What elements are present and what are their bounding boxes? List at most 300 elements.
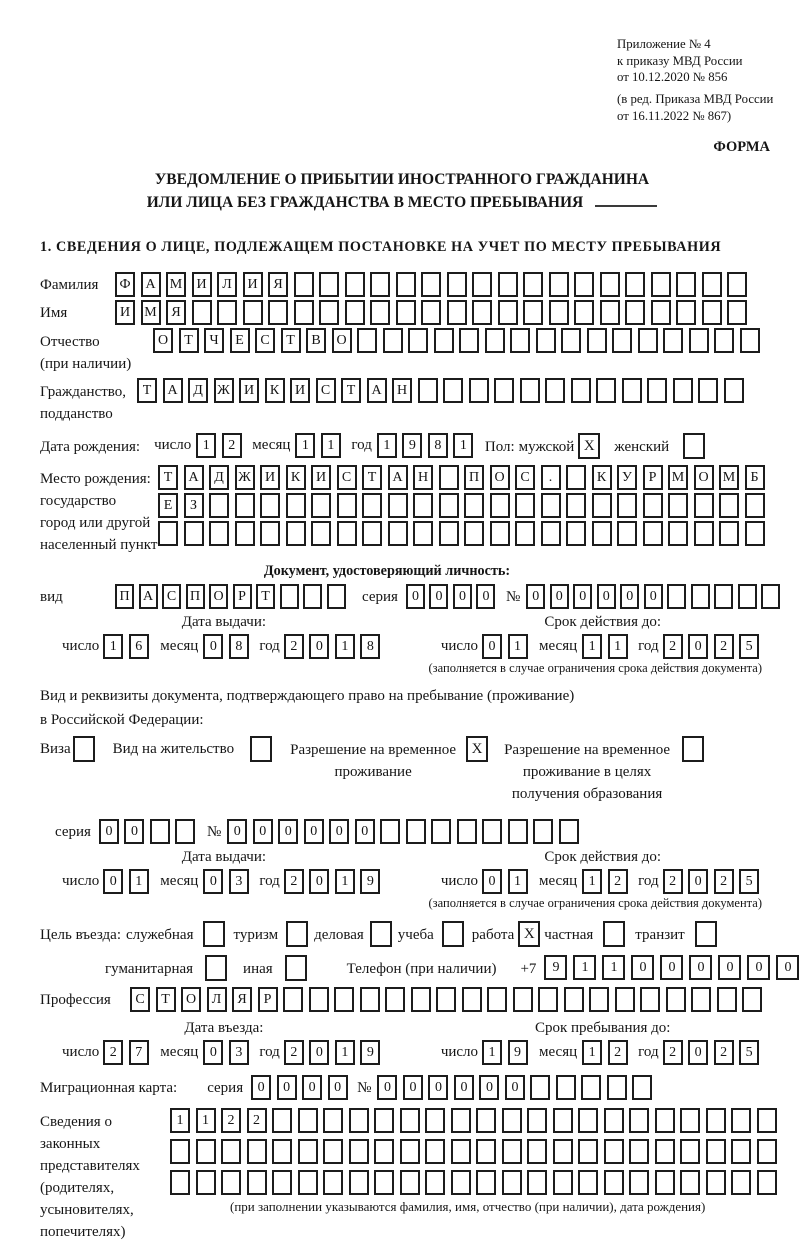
char-box[interactable]: [451, 1170, 471, 1195]
char-box[interactable]: 2: [284, 869, 304, 894]
char-box[interactable]: [719, 521, 739, 546]
char-box[interactable]: 0: [103, 869, 123, 894]
char-box[interactable]: [592, 521, 612, 546]
char-box[interactable]: [425, 1170, 445, 1195]
purpose-work-checkbox[interactable]: X: [518, 921, 540, 947]
char-box[interactable]: [604, 1170, 624, 1195]
char-box[interactable]: [527, 1108, 547, 1133]
char-box[interactable]: 1: [582, 1040, 602, 1065]
char-box[interactable]: [745, 493, 765, 518]
char-box[interactable]: [742, 987, 762, 1012]
char-box[interactable]: 1: [377, 433, 397, 458]
char-box[interactable]: [676, 300, 696, 325]
char-box[interactable]: [439, 521, 459, 546]
char-box[interactable]: [694, 521, 714, 546]
char-box[interactable]: М: [719, 465, 739, 490]
char-box[interactable]: [413, 521, 433, 546]
char-box[interactable]: Р: [643, 465, 663, 490]
char-box[interactable]: 1: [103, 634, 123, 659]
char-box[interactable]: 0: [203, 634, 223, 659]
char-box[interactable]: 2: [284, 1040, 304, 1065]
char-box[interactable]: Я: [166, 300, 186, 325]
char-box[interactable]: [520, 378, 540, 403]
char-box[interactable]: [434, 328, 454, 353]
char-box[interactable]: [184, 521, 204, 546]
char-box[interactable]: [196, 1170, 216, 1195]
char-box[interactable]: И: [290, 378, 310, 403]
residence-permit-checkbox[interactable]: [250, 736, 272, 762]
char-box[interactable]: [607, 1075, 627, 1100]
char-box[interactable]: П: [464, 465, 484, 490]
char-box[interactable]: [400, 1108, 420, 1133]
char-box[interactable]: [533, 819, 553, 844]
char-box[interactable]: О: [694, 465, 714, 490]
char-box[interactable]: [487, 987, 507, 1012]
char-box[interactable]: 0: [429, 584, 448, 609]
char-box[interactable]: [260, 521, 280, 546]
char-box[interactable]: 1: [335, 1040, 355, 1065]
char-box[interactable]: [476, 1108, 496, 1133]
char-box[interactable]: А: [388, 465, 408, 490]
char-box[interactable]: 3: [229, 1040, 249, 1065]
char-box[interactable]: [425, 1108, 445, 1133]
char-box[interactable]: [538, 987, 558, 1012]
char-box[interactable]: [396, 272, 416, 297]
char-box[interactable]: Т: [281, 328, 301, 353]
char-box[interactable]: [192, 300, 212, 325]
char-box[interactable]: 5: [739, 1040, 759, 1065]
char-box[interactable]: 9: [544, 955, 567, 980]
char-box[interactable]: [272, 1139, 292, 1164]
char-box[interactable]: 2: [714, 634, 734, 659]
char-box[interactable]: И: [243, 272, 263, 297]
char-box[interactable]: [158, 521, 178, 546]
char-box[interactable]: [689, 328, 709, 353]
char-box[interactable]: [604, 1139, 624, 1164]
char-box[interactable]: И: [260, 465, 280, 490]
char-box[interactable]: [706, 1139, 726, 1164]
char-box[interactable]: [629, 1108, 649, 1133]
char-box[interactable]: [694, 493, 714, 518]
char-box[interactable]: [523, 272, 543, 297]
char-box[interactable]: [337, 521, 357, 546]
char-box[interactable]: С: [337, 465, 357, 490]
char-box[interactable]: [571, 378, 591, 403]
char-box[interactable]: 2: [663, 634, 683, 659]
char-box[interactable]: [418, 378, 438, 403]
char-box[interactable]: 8: [428, 433, 448, 458]
char-box[interactable]: Ж: [235, 465, 255, 490]
char-box[interactable]: [717, 987, 737, 1012]
char-box[interactable]: [680, 1108, 700, 1133]
temp-residence-checkbox[interactable]: X: [466, 736, 488, 762]
char-box[interactable]: [622, 378, 642, 403]
char-box[interactable]: 1: [508, 869, 528, 894]
char-box[interactable]: [702, 272, 722, 297]
char-box[interactable]: [655, 1139, 675, 1164]
char-box[interactable]: [757, 1139, 777, 1164]
char-box[interactable]: [527, 1170, 547, 1195]
char-box[interactable]: [691, 584, 710, 609]
char-box[interactable]: [566, 493, 586, 518]
char-box[interactable]: А: [184, 465, 204, 490]
char-box[interactable]: [638, 328, 658, 353]
char-box[interactable]: [643, 493, 663, 518]
char-box[interactable]: 1: [335, 869, 355, 894]
char-box[interactable]: 0: [253, 819, 273, 844]
char-box[interactable]: Т: [362, 465, 382, 490]
char-box[interactable]: [668, 493, 688, 518]
char-box[interactable]: 0: [203, 1040, 223, 1065]
char-box[interactable]: [247, 1170, 267, 1195]
char-box[interactable]: [286, 521, 306, 546]
char-box[interactable]: [724, 378, 744, 403]
char-box[interactable]: 1: [335, 634, 355, 659]
char-box[interactable]: [170, 1170, 190, 1195]
char-box[interactable]: О: [332, 328, 352, 353]
char-box[interactable]: [625, 272, 645, 297]
char-box[interactable]: Я: [232, 987, 252, 1012]
char-box[interactable]: 0: [550, 584, 569, 609]
char-box[interactable]: 0: [329, 819, 349, 844]
char-box[interactable]: [574, 272, 594, 297]
char-box[interactable]: О: [181, 987, 201, 1012]
char-box[interactable]: [221, 1170, 241, 1195]
char-box[interactable]: 1: [602, 955, 625, 980]
char-box[interactable]: [209, 493, 229, 518]
char-box[interactable]: [578, 1170, 598, 1195]
char-box[interactable]: [431, 819, 451, 844]
char-box[interactable]: С: [255, 328, 275, 353]
char-box[interactable]: 1: [295, 433, 315, 458]
char-box[interactable]: 0: [227, 819, 247, 844]
male-checkbox[interactable]: X: [578, 433, 600, 459]
char-box[interactable]: М: [141, 300, 161, 325]
char-box[interactable]: Д: [209, 465, 229, 490]
char-box[interactable]: [370, 300, 390, 325]
char-box[interactable]: К: [265, 378, 285, 403]
char-box[interactable]: 0: [403, 1075, 423, 1100]
char-box[interactable]: [651, 272, 671, 297]
char-box[interactable]: [592, 493, 612, 518]
char-box[interactable]: [260, 493, 280, 518]
char-box[interactable]: О: [153, 328, 173, 353]
char-box[interactable]: [559, 819, 579, 844]
char-box[interactable]: К: [286, 465, 306, 490]
purpose-business-checkbox[interactable]: [370, 921, 392, 947]
char-box[interactable]: [298, 1170, 318, 1195]
char-box[interactable]: [515, 521, 535, 546]
char-box[interactable]: [464, 493, 484, 518]
purpose-humanitarian-checkbox[interactable]: [205, 955, 227, 981]
char-box[interactable]: Р: [233, 584, 252, 609]
char-box[interactable]: Н: [392, 378, 412, 403]
char-box[interactable]: 1: [453, 433, 473, 458]
char-box[interactable]: 1: [508, 634, 528, 659]
char-box[interactable]: В: [306, 328, 326, 353]
char-box[interactable]: 0: [328, 1075, 348, 1100]
char-box[interactable]: И: [239, 378, 259, 403]
char-box[interactable]: [280, 584, 299, 609]
char-box[interactable]: 1: [482, 1040, 502, 1065]
char-box[interactable]: 7: [129, 1040, 149, 1065]
char-box[interactable]: Л: [217, 272, 237, 297]
char-box[interactable]: [323, 1170, 343, 1195]
char-box[interactable]: М: [668, 465, 688, 490]
char-box[interactable]: [221, 1139, 241, 1164]
char-box[interactable]: И: [192, 272, 212, 297]
char-box[interactable]: [476, 1170, 496, 1195]
char-box[interactable]: 2: [247, 1108, 267, 1133]
char-box[interactable]: [400, 1139, 420, 1164]
char-box[interactable]: 0: [309, 869, 329, 894]
char-box[interactable]: [451, 1139, 471, 1164]
char-box[interactable]: [589, 987, 609, 1012]
char-box[interactable]: [502, 1170, 522, 1195]
char-box[interactable]: [714, 584, 733, 609]
char-box[interactable]: Я: [268, 272, 288, 297]
char-box[interactable]: [761, 584, 780, 609]
char-box[interactable]: [731, 1139, 751, 1164]
char-box[interactable]: [374, 1170, 394, 1195]
char-box[interactable]: Н: [413, 465, 433, 490]
char-box[interactable]: [680, 1139, 700, 1164]
char-box[interactable]: [462, 987, 482, 1012]
purpose-other-checkbox[interactable]: [285, 955, 307, 981]
char-box[interactable]: .: [541, 465, 561, 490]
char-box[interactable]: 0: [278, 819, 298, 844]
char-box[interactable]: [327, 584, 346, 609]
char-box[interactable]: 9: [360, 1040, 380, 1065]
char-box[interactable]: [680, 1170, 700, 1195]
char-box[interactable]: [247, 1139, 267, 1164]
char-box[interactable]: О: [209, 584, 228, 609]
char-box[interactable]: [334, 987, 354, 1012]
char-box[interactable]: [508, 819, 528, 844]
char-box[interactable]: [472, 272, 492, 297]
char-box[interactable]: С: [162, 584, 181, 609]
female-checkbox[interactable]: [683, 433, 705, 459]
char-box[interactable]: [439, 493, 459, 518]
char-box[interactable]: 0: [688, 634, 708, 659]
char-box[interactable]: [243, 300, 263, 325]
char-box[interactable]: [738, 584, 757, 609]
char-box[interactable]: [629, 1139, 649, 1164]
char-box[interactable]: [309, 987, 329, 1012]
char-box[interactable]: 2: [103, 1040, 123, 1065]
char-box[interactable]: Л: [207, 987, 227, 1012]
char-box[interactable]: [600, 300, 620, 325]
char-box[interactable]: [447, 272, 467, 297]
char-box[interactable]: 0: [479, 1075, 499, 1100]
char-box[interactable]: [360, 987, 380, 1012]
char-box[interactable]: [323, 1139, 343, 1164]
char-box[interactable]: [643, 521, 663, 546]
char-box[interactable]: [217, 300, 237, 325]
char-box[interactable]: [564, 987, 584, 1012]
char-box[interactable]: 1: [196, 1108, 216, 1133]
char-box[interactable]: 0: [304, 819, 324, 844]
char-box[interactable]: [425, 1139, 445, 1164]
char-box[interactable]: [727, 272, 747, 297]
char-box[interactable]: [510, 328, 530, 353]
char-box[interactable]: 0: [747, 955, 770, 980]
char-box[interactable]: [640, 987, 660, 1012]
char-box[interactable]: 1: [582, 869, 602, 894]
char-box[interactable]: [436, 987, 456, 1012]
char-box[interactable]: 0: [99, 819, 119, 844]
char-box[interactable]: [578, 1139, 598, 1164]
char-box[interactable]: 1: [196, 433, 216, 458]
char-box[interactable]: [272, 1108, 292, 1133]
visa-checkbox[interactable]: [73, 736, 95, 762]
char-box[interactable]: [272, 1170, 292, 1195]
char-box[interactable]: 8: [229, 634, 249, 659]
char-box[interactable]: [464, 521, 484, 546]
char-box[interactable]: [587, 328, 607, 353]
char-box[interactable]: [370, 272, 390, 297]
char-box[interactable]: [553, 1108, 573, 1133]
char-box[interactable]: 0: [688, 869, 708, 894]
purpose-tourism-checkbox[interactable]: [286, 921, 308, 947]
char-box[interactable]: 2: [663, 869, 683, 894]
char-box[interactable]: [311, 493, 331, 518]
char-box[interactable]: [421, 300, 441, 325]
char-box[interactable]: П: [186, 584, 205, 609]
char-box[interactable]: 0: [251, 1075, 271, 1100]
char-box[interactable]: 0: [718, 955, 741, 980]
char-box[interactable]: К: [592, 465, 612, 490]
char-box[interactable]: [617, 493, 637, 518]
char-box[interactable]: 0: [620, 584, 639, 609]
char-box[interactable]: [349, 1108, 369, 1133]
char-box[interactable]: 0: [573, 584, 592, 609]
char-box[interactable]: [668, 521, 688, 546]
char-box[interactable]: [655, 1108, 675, 1133]
char-box[interactable]: [388, 521, 408, 546]
char-box[interactable]: [714, 328, 734, 353]
char-box[interactable]: 0: [453, 584, 472, 609]
char-box[interactable]: [411, 987, 431, 1012]
char-box[interactable]: А: [139, 584, 158, 609]
char-box[interactable]: 9: [402, 433, 422, 458]
char-box[interactable]: 0: [406, 584, 425, 609]
char-box[interactable]: Д: [188, 378, 208, 403]
char-box[interactable]: [527, 1139, 547, 1164]
char-box[interactable]: [617, 521, 637, 546]
char-box[interactable]: [502, 1108, 522, 1133]
char-box[interactable]: 0: [302, 1075, 322, 1100]
char-box[interactable]: 2: [222, 433, 242, 458]
char-box[interactable]: [566, 465, 586, 490]
char-box[interactable]: [311, 521, 331, 546]
char-box[interactable]: [719, 493, 739, 518]
char-box[interactable]: Ж: [214, 378, 234, 403]
char-box[interactable]: [702, 300, 722, 325]
char-box[interactable]: [362, 521, 382, 546]
char-box[interactable]: [485, 328, 505, 353]
purpose-official-checkbox[interactable]: [203, 921, 225, 947]
char-box[interactable]: 0: [277, 1075, 297, 1100]
char-box[interactable]: [319, 272, 339, 297]
char-box[interactable]: [556, 1075, 576, 1100]
char-box[interactable]: 8: [360, 634, 380, 659]
char-box[interactable]: [349, 1170, 369, 1195]
purpose-study-checkbox[interactable]: [442, 921, 464, 947]
char-box[interactable]: [469, 378, 489, 403]
char-box[interactable]: [374, 1108, 394, 1133]
char-box[interactable]: [362, 493, 382, 518]
purpose-transit-checkbox[interactable]: [695, 921, 717, 947]
char-box[interactable]: 2: [608, 869, 628, 894]
char-box[interactable]: Т: [137, 378, 157, 403]
char-box[interactable]: У: [617, 465, 637, 490]
char-box[interactable]: [676, 272, 696, 297]
char-box[interactable]: Ч: [204, 328, 224, 353]
char-box[interactable]: [553, 1170, 573, 1195]
char-box[interactable]: [451, 1108, 471, 1133]
char-box[interactable]: Т: [156, 987, 176, 1012]
char-box[interactable]: [380, 819, 400, 844]
char-box[interactable]: [545, 378, 565, 403]
char-box[interactable]: А: [163, 378, 183, 403]
char-box[interactable]: [439, 465, 459, 490]
char-box[interactable]: 0: [776, 955, 799, 980]
char-box[interactable]: [757, 1170, 777, 1195]
char-box[interactable]: 2: [714, 869, 734, 894]
char-box[interactable]: [472, 300, 492, 325]
char-box[interactable]: 0: [660, 955, 683, 980]
char-box[interactable]: [553, 1139, 573, 1164]
char-box[interactable]: [323, 1108, 343, 1133]
char-box[interactable]: [706, 1108, 726, 1133]
char-box[interactable]: [523, 300, 543, 325]
char-box[interactable]: 0: [203, 869, 223, 894]
char-box[interactable]: 9: [508, 1040, 528, 1065]
char-box[interactable]: [408, 328, 428, 353]
char-box[interactable]: [740, 328, 760, 353]
char-box[interactable]: 0: [355, 819, 375, 844]
char-box[interactable]: 5: [739, 634, 759, 659]
char-box[interactable]: [175, 819, 195, 844]
char-box[interactable]: [268, 300, 288, 325]
char-box[interactable]: [388, 493, 408, 518]
char-box[interactable]: [298, 1139, 318, 1164]
char-box[interactable]: 0: [505, 1075, 525, 1100]
char-box[interactable]: [396, 300, 416, 325]
char-box[interactable]: [612, 328, 632, 353]
char-box[interactable]: [541, 493, 561, 518]
char-box[interactable]: [667, 584, 686, 609]
char-box[interactable]: И: [311, 465, 331, 490]
char-box[interactable]: 0: [309, 634, 329, 659]
char-box[interactable]: [345, 300, 365, 325]
char-box[interactable]: С: [515, 465, 535, 490]
char-box[interactable]: 2: [221, 1108, 241, 1133]
char-box[interactable]: [345, 272, 365, 297]
char-box[interactable]: 2: [714, 1040, 734, 1065]
char-box[interactable]: 1: [608, 634, 628, 659]
char-box[interactable]: [150, 819, 170, 844]
char-box[interactable]: [459, 328, 479, 353]
char-box[interactable]: [655, 1170, 675, 1195]
char-box[interactable]: [530, 1075, 550, 1100]
char-box[interactable]: [494, 378, 514, 403]
char-box[interactable]: М: [166, 272, 186, 297]
char-box[interactable]: [574, 300, 594, 325]
char-box[interactable]: 2: [608, 1040, 628, 1065]
char-box[interactable]: 2: [284, 634, 304, 659]
